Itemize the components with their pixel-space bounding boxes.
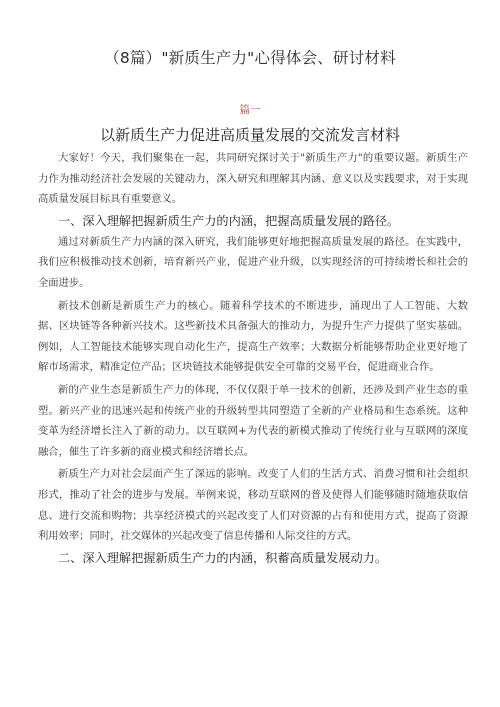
body-paragraph: 通过对新质生产力内涵的深入研究，我们能够更好地把握高质量发展的路径。在实践中，我们应积极推动技术创新，培育新兴产业，促进产业升级，以实现经济的可持续增长和社会的全面进步。 <box>38 235 468 289</box>
section-heading-2: 二、深入理解把握新质生产力的内涵，积蓄高质量发展动力。 <box>58 550 388 565</box>
body-paragraph: 新的产业生态是新质生产力的体现，不仅仅限于单一技术的创新，还涉及到产业生态的重塑。新兴产业的迅速兴起和传统产业的升级转型共同塑造了全新的产业格局和生态系统。这种变革为经济增长注入了新的动力。以互联网+为代表的新模式推动了传统行业与互联网的深度融合，催生了许多新的商业模式和经济增长点。 <box>38 383 468 458</box>
body-paragraph: 新技术创新是新质生产力的核心。随着科学技术的不断进步，涌现出了人工智能、大数据、区块链等各种新兴技术。这些新技术具备强大的推动力，为提升生产力提供了坚实基础。例如，人工智能技术能够实现自动化生产，提高生产效率；大数据分析能够帮助企业更好地了解市场需求，精准定位产品；区块链技术能够提供安全可靠的交易平台，促进商业合作。 <box>38 299 468 374</box>
section-label: 篇一 <box>239 104 261 116</box>
article-title: 以新质生产力促进高质量发展的交流发言材料 <box>99 126 400 144</box>
section-heading-1: 一、深入理解把握新质生产力的内涵，把握高质量发展的路径。 <box>58 213 400 228</box>
document-main-title: （8篇）"新质生产力"心得体会、研讨材料 <box>104 49 396 67</box>
document-body <box>38 148 468 569</box>
body-paragraph: 新质生产力对社会层面产生了深远的影响。改变了人们的生活方式、消费习惯和社会组织形式，推动了社会的进步与发展。举例来说，移动互联网的普及使得人们能够随时随地获取信息、进行交流和购物；共享经济模式的兴起改变了人们对资源的占有和使用方式，提高了资源利用效率；同时，社交媒体的兴起改变了信息传播和人际交往的方式。 <box>38 468 468 543</box>
intro-paragraph: 大家好！今天，我们聚集在一起，共同研究探讨关于"新质生产力"的重要议题。新质生产力作为推动经济社会发展的关键动力，深入研究和理解其内涵、意义以及实践要求，对于实现高质量发展目标具有重要意义。 <box>38 152 468 206</box>
